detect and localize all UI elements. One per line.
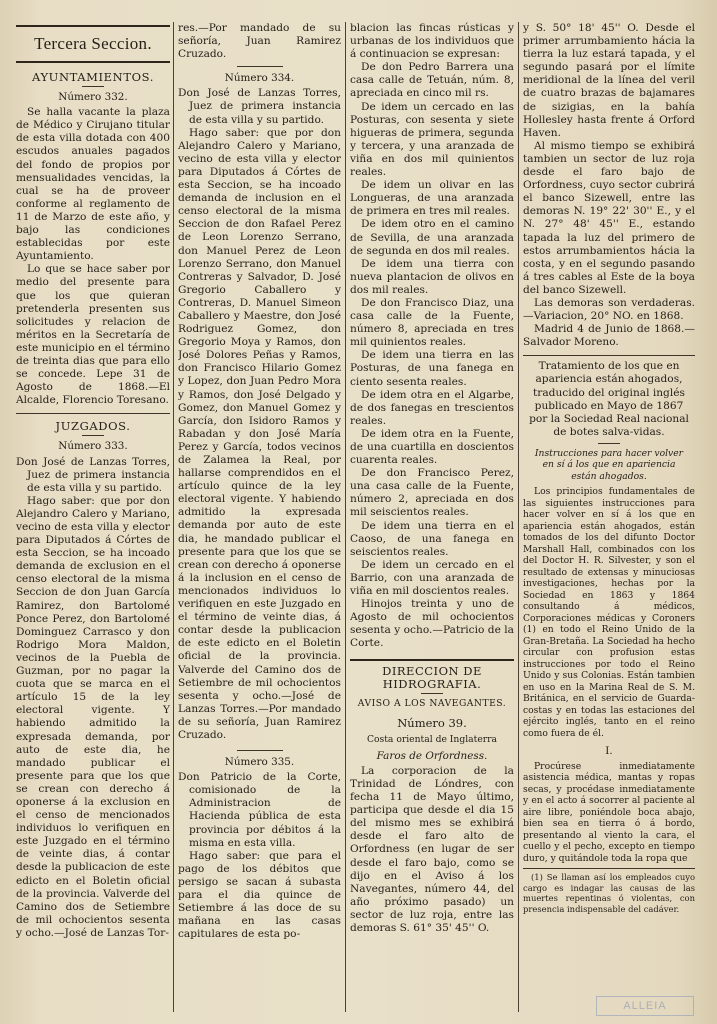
rule <box>16 413 170 414</box>
hidrografia-heading: DIRECCION DE HIDROGRAFIA. <box>382 663 482 691</box>
coast-line: Costa oriental de Inglaterra <box>366 734 498 746</box>
property-entry: De idem otra en el Algarbe, de dos fanegas en trescientos reales. <box>350 388 514 427</box>
notice-39-continuation: y S. 50° 18' 45'' O. Desde el primer arrumbamiento hácia la tierra la luz estará tapada, y el segundo pasará por el límite meridional de la línea del veril de cuatro brazas de bajamares de sizigias, en la bahía Hollesley hasta frente á Orford Haven. <box>523 22 695 139</box>
column-4 <box>523 22 695 1016</box>
notice-334-intro: Don José de Lanzas Torres, Juez de primera instancia de esta villa y su partido. <box>178 87 341 126</box>
property-entry: De idem un olivar en las Longueras, de una aranzada de primera en tres mil reales. <box>350 179 514 218</box>
property-entry: De don Pedro Barrera una casa calle de Tetuán, núm. 8, apreciada en cinco mil rs. <box>350 61 514 100</box>
notice-335-intro: Don Patricio de la Corte, comisionado de la Administracion de Hacienda pública de esta provincia por débitos á la misma en esta villa. <box>178 771 341 849</box>
column-1 <box>16 22 170 1016</box>
ayuntamientos-heading: AYUNTAMIENTOS. <box>32 70 154 84</box>
column-divider <box>173 22 174 1012</box>
notice-333-continuation: res.—Por mandado de su señoría, Juan Ramirez Cruzado. <box>178 22 341 61</box>
property-entry: De idem otra en la Fuente, de una cuartilla en doscientos cuarenta reales. <box>350 427 514 467</box>
property-entry: De idem otro en el camino de Sevilla, de una aranzada de segunda en dos mil reales. <box>350 218 514 257</box>
notice-333-intro: Don José de Lanzas Torres, Juez de primera instancia de esta villa y su partido. <box>16 455 170 494</box>
juzgados-heading: JUZGADOS. <box>55 419 131 434</box>
notice-39-body: La corporacion de la Trinidad de Lóndres, con fecha 11 de Mayo último, participa que desde el dia 15 del mismo mes se exhibirá desde el faro alto de Orfordness (en lugar de ser desde el faro bajo, como se dijo en el Aviso á los Navegantes, número 44, del año próximo pasado) un sector de luz roja, entre las demoras S. 61° 35' 45'' O. <box>350 764 514 934</box>
instructions-title: Instrucciones para hacer volver en sí á los que en apariencia están ahogados. <box>534 447 684 482</box>
watermark: ALLEIA <box>596 996 694 1016</box>
property-entry: De idem una tierra en las Posturas, de una fanega en ciento sesenta reales. <box>350 349 514 388</box>
notice-332-paragraph: Se halla vacante la plaza de Médico y Cirujano titular de esta villa dotada con 400 escudos anuales pagados del fondo de propios por mensualidades vencidas, la cual se ha de proveer conforme al reglamento de 11 de Marzo de este año, y bajo las condiciones establecidas por este Ayuntamiento. <box>16 106 170 263</box>
rule <box>16 25 170 27</box>
section-roman-numeral: I. <box>605 745 613 758</box>
property-entry: De idem una tierra en el Caoso, de una fanega en seiscientos reales. <box>350 519 514 558</box>
notice-number-335: Número 335. <box>224 756 295 769</box>
lighthouse-name: Faros de Orfordness. <box>376 749 488 762</box>
notice-number-333: Número 333. <box>58 440 128 453</box>
notice-number-39: Número 39. <box>397 716 467 731</box>
rule <box>237 750 283 751</box>
column-divider <box>518 22 519 1012</box>
property-entry: De don Francisco Diaz, una casa calle de la Fuente, número 8, apreciada en tres mil quinientos reales. <box>350 296 514 349</box>
rule <box>350 659 514 661</box>
rule <box>598 443 620 444</box>
rule <box>421 693 443 694</box>
notice-335-signature: Hinojos treinta y uno de Agosto de mil ochocientos sesenta y ocho.—Patricio de la Corte. <box>350 598 514 650</box>
property-entry: De idem un cercado en las Posturas, con sesenta y siete higueras de primera, segunda y tercera, y una aranzada de viña en dos mil quinientos reales. <box>350 100 514 179</box>
column-2 <box>178 22 341 1016</box>
property-entry: De idem un cercado en el Barrio, con una aranzada de viña en mil doscientos reales. <box>350 558 514 598</box>
notice-333-body: Hago saber: que por don Alejandro Calero y Mariano, vecino de esta villa y elector para Diputados á Córtes de esta Seccion, se ha incoado demanda de exclusion en el censo electoral de la misma Seccion de don Juan García Ramirez, don Bartolomé Ponce Perez, don Bartolomé Dominguez Carrasco y don Rodrigo Mora Maldon, vecinos de la Puebla de Guzman, por no pagar la cuota que se marca en el artículo 15 de la ley electoral vigente. Y habiendo admitido la expresada demanda, por auto de este dia, he mandado publicar el presente para que los que se crean con derecho á oponerse á la exclusion en el censo de mencionados individuos lo verifiquen en este Juzgado en el término de veinte dias, á contar desde la publicacion de este edicto en el Boletin oficial de la provincia. Valverde del Camino dos de Setiembre de mil ochocientos sesenta y ocho.—José de Lanzas Tor- <box>16 494 170 939</box>
notice-number-332: Número 332. <box>58 91 128 104</box>
property-entry: De don Francisco Perez, una casa calle de la Fuente, número 2, apreciada en dos mil seiscientos reales. <box>350 467 514 519</box>
section-title: Tercera Seccion. <box>34 34 152 53</box>
property-entry: De idem una tierra con nueva plantacion de olivos en dos mil reales. <box>350 257 514 296</box>
rule <box>82 435 104 436</box>
notice-39-paragraph: Al mismo tiempo se exhibirá tambien un sector de luz roja desde el faro bajo de Orfordness, cuyo sector cubrirá el banco Sizewell, entre las demoras N. 19° 22' 30'' E., y el N. 27° 48' 45'' E., estando tapada la luz del primero de estos arrumbamientos hácia la costa, y en el segundo pasando á tres cables al Este de la boya del banco Sizewell. <box>523 139 695 296</box>
notice-39-paragraph: Las demoras son verdaderas.—Variacion, 20° NO. en 1868. <box>523 296 695 323</box>
avisos-subheading: AVISO A LOS NAVEGANTES. <box>357 697 507 709</box>
notice-332-paragraph: Lo que se hace saber por medio del presente para que los que quieran pretenderla presenten sus solicitudes y relacion de méritos en la Secretaría de este municipio en el término de treinta dias que para ello se concede. Lepe 31 de Agosto de 1868.—El Alcalde, Florencio Toresano. <box>16 263 170 407</box>
column-3 <box>350 22 514 1016</box>
notice-334-body: Hago saber: que por don Alejandro Calero y Mariano, vecino de esta villa y elector para Diputados á Córtes de esta Seccion, se ha incoado demanda de inclusion en el censo electoral de la misma Seccion de don Rafael Perez de Leon Lorenzo Serrano, don Manuel Perez de Leon Lorenzo Serrano, don Manuel Contreras y Salvador, D. José Gregorio Caballero y Contreras, D. Manuel Simeon Caballero y Maestre, don José Rodriguez Gomez, don Gregorio Moya y Ramos, don José Dolores Peñas y Ramos, don Francisco Hilario Gomez y Lopez, don Juan Pedro Mora y Ramos, don José Delgado y Gomez, don Manuel Gomez y García, don Isidoro Ramos y Rabadan y don José María Perez y García, todos vecinos de Zalamea la Real, por hallarse comprendidos en el artículo quince de la ley electoral vigente. Y habiendo admitido la expresada demanda por auto de este dia, he mandado publicar el presente para que los que se crean con derecho á oponerse á la inclusion en el censo de mencionados individuos lo verifiquen en este Juzgado en el término de veinte dias, á contar desde la publicacion de este edicto en el Boletin oficial de la provincia. Valverde del Camino dos de Setiembre de mil ochocientos sesenta y ocho.—José de Lanzas Torres.—Por mandado de su señoría, Juan Ramirez Cruzado. <box>178 126 341 741</box>
rule <box>237 66 283 67</box>
notice-number-334: Número 334. <box>224 72 295 85</box>
instruction-item-1: Procúrese inmediatamente asistencia médica, mantas y ropas secas, y procédase inmediatamente y en el acto á socorrer al paciente al aire libre, poniéndole boca abajo, bien sea en tierra ó á bordo, presentando al viento la cara, el cuello y el pecho, excepto en tiempo duro, y quitándole toda la ropa que <box>523 760 695 864</box>
column-divider <box>345 22 346 1012</box>
notice-335-body: Hago saber: que para el pago de los débitos que persigo se sacan á subasta para el dia quince de Setiembre á las doce de su mañana en las casas capitulares de esta po- <box>178 849 341 941</box>
notice-335-continuation: blacion las fincas rústicas y urbanas de los individuos que á continuacion se expresan: <box>350 22 514 61</box>
notice-39-signature: Madrid 4 de Junio de 1868.—Salvador Moreno. <box>523 323 695 349</box>
footnote: (1) Se llaman así los empleados cuyo cargo es indagar las causas de las muertes repentinas ó violentas, con presencia indispensable del cadáver. <box>523 868 695 914</box>
rule <box>523 355 695 356</box>
rule <box>16 61 170 63</box>
treatise-title: Tratamiento de los que en apariencia están ahogados, traducido del original inglés publicado en Mayo de 1867 por la Sociedad Real nacional de botes salva-vidas. <box>529 360 689 438</box>
rule <box>82 86 104 87</box>
instructions-body: Los principios fundamentales de las siguientes instrucciones para hacer volver en sí á los que en apariencia están ahogados, están tomados de los del difunto Doctor Marshall Hall, combinados con los del Doctor H. R. Silvester, y son el resultado de extensas y minuciosas investigaciones, hechas por la Sociedad en 1863 y 1864 consultando á médicos, Corporaciones médicas y Coroners (1) en todo el Reino Unido de la Gran-Bretaña. La Sociedad ha hecho circular con profusion estas instrucciones por todo el Reino Unido y sus Colonias. Están tambien en uso en la Marina Real de S. M. Británica, en el servicio de Guarda-costas y en todas las estaciones del ejército inglés, tanto en el reino como fuera de él. <box>523 486 695 739</box>
